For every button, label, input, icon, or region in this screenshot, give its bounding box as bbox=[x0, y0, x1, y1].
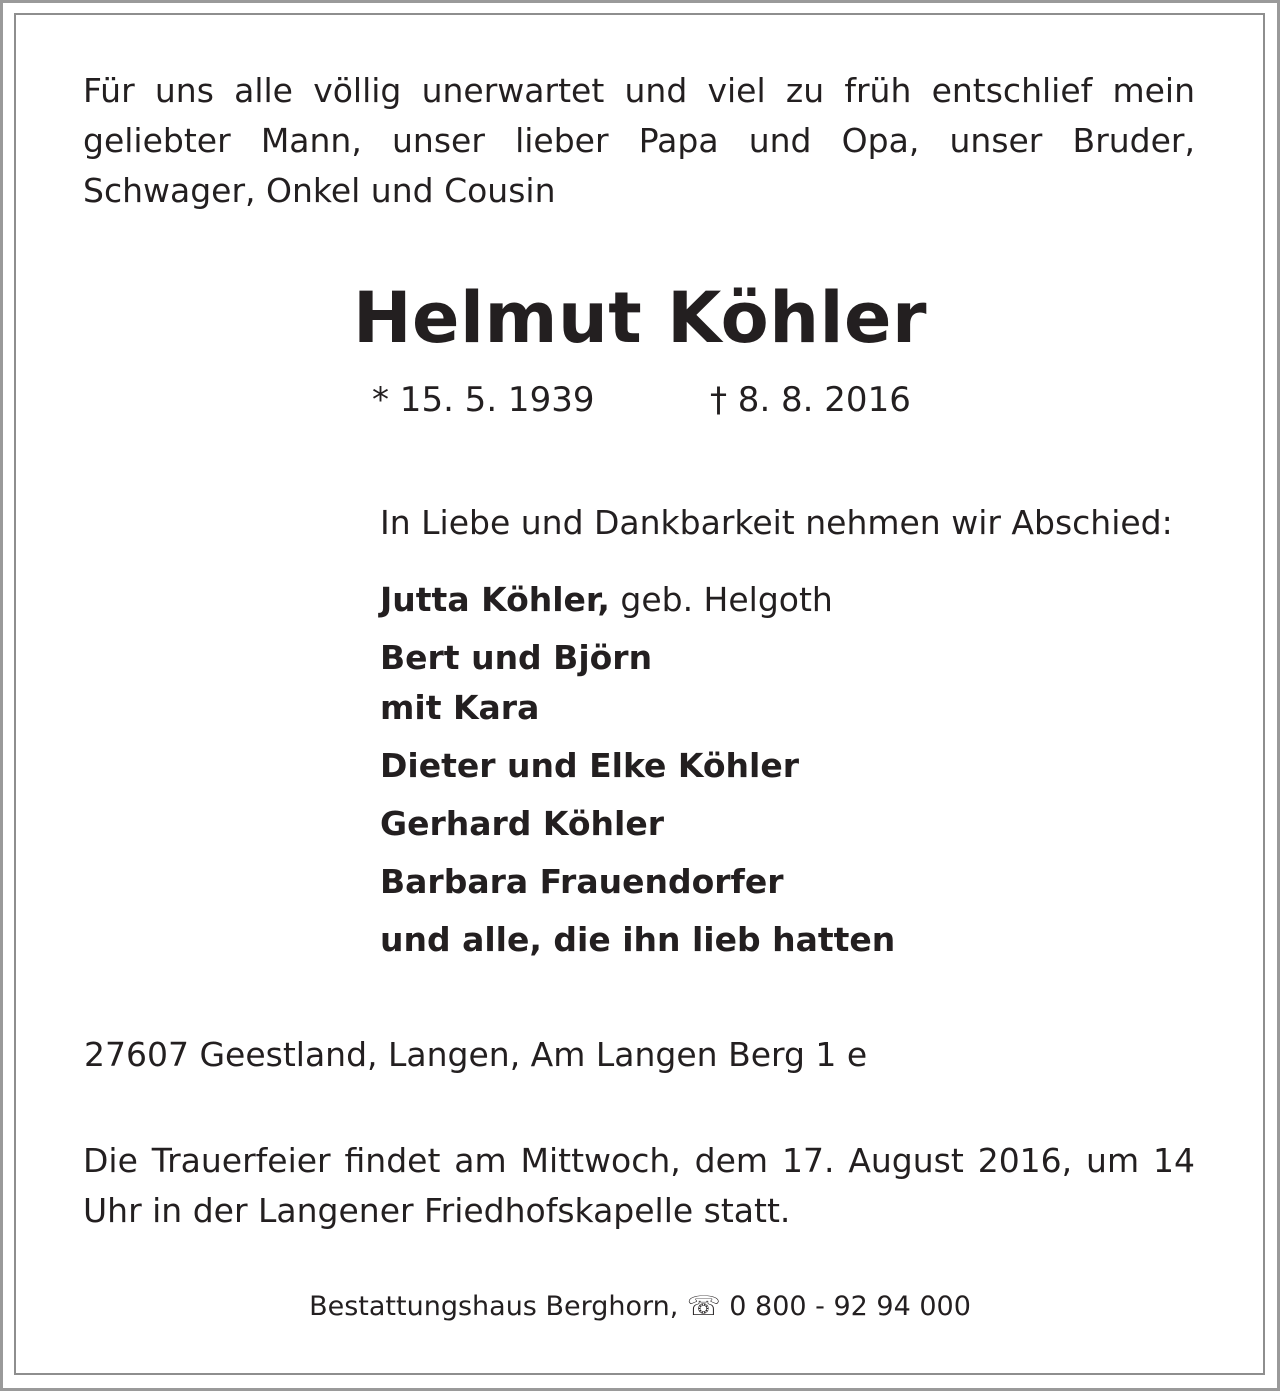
mourner-line: Gerhard Köhler bbox=[380, 804, 665, 843]
mourner-line: und alle, die ihn lieb hatten bbox=[380, 920, 896, 959]
birth-date: * 15. 5. 1939 bbox=[372, 380, 595, 420]
service-info: Die Trauerfeier findet am Mittwoch, dem 17. August 2016, um 14 Uhr in der Langener Friedhofskapelle statt. bbox=[83, 1141, 1195, 1230]
phone-icon: ☏ bbox=[686, 1291, 721, 1322]
funeral-home-line bbox=[0, 1288, 1280, 1326]
death-date: † 8. 8. 2016 bbox=[710, 380, 911, 420]
address-line: 27607 Geestland, Langen, Am Langen Berg 1 e bbox=[84, 1035, 868, 1074]
funeral-home-phone: 0 800 - 92 94 000 bbox=[729, 1291, 971, 1322]
mourner-line: Barbara Frauendorfer bbox=[380, 862, 784, 901]
mourner-line: Bert und Björn bbox=[380, 638, 653, 677]
mourner-line: mit Kara bbox=[380, 688, 540, 727]
intro-text: Für uns alle völlig unerwartet und viel zu früh entschlief mein geliebter Mann, unser lieber Papa und Opa, unser Bruder, Schwager, Onkel und Cousin bbox=[83, 71, 1195, 210]
farewell-line: In Liebe und Dankbarkeit nehmen wir Abschied: bbox=[380, 503, 1173, 542]
mourner-line: Dieter und Elke Köhler bbox=[380, 746, 800, 785]
mourner-suffix: geb. Helgoth bbox=[609, 580, 833, 619]
funeral-home-name: Bestattungshaus Berghorn, bbox=[309, 1291, 679, 1322]
mourner-name: Jutta Köhler, bbox=[380, 580, 610, 619]
mourner-line bbox=[380, 578, 833, 622]
deceased-name: Helmut Köhler bbox=[352, 277, 928, 359]
